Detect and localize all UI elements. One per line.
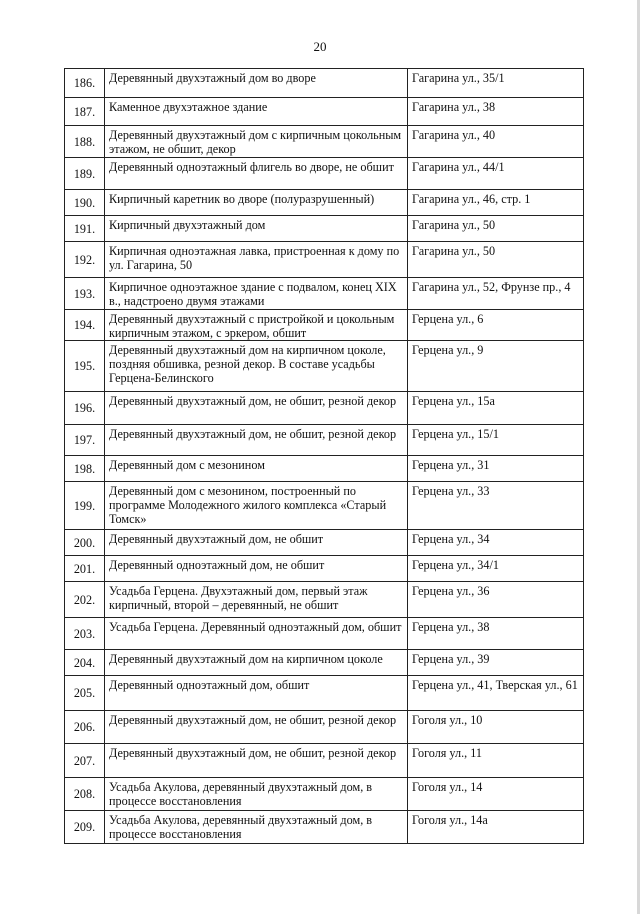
table-row [65, 676, 584, 711]
table-row [65, 711, 584, 744]
table-row [65, 278, 584, 310]
table-row [65, 190, 584, 216]
object-description: Деревянный двухэтажный дом, не обшит, резной декор [105, 392, 408, 425]
object-address: Герцена ул., 6 [408, 310, 584, 341]
object-address: Гоголя ул., 14 [408, 778, 584, 811]
table-row [65, 650, 584, 676]
object-description: Деревянный двухэтажный с пристройкой и цокольным кирпичным этажом, с эркером, обшит [105, 310, 408, 341]
object-description: Деревянный двухэтажный дом, не обшит, резной декор [105, 744, 408, 778]
table-row [65, 530, 584, 556]
object-description: Деревянный двухэтажный дом, не обшит, резной декор [105, 711, 408, 744]
row-number: 193. [65, 278, 105, 310]
object-description: Деревянный одноэтажный дом, обшит [105, 676, 408, 711]
row-number: 202. [65, 582, 105, 618]
table-row [65, 216, 584, 242]
row-number: 200. [65, 530, 105, 556]
object-description: Деревянный двухэтажный дом, не обшит, резной декор [105, 425, 408, 456]
object-description: Каменное двухэтажное здание [105, 98, 408, 126]
object-address: Герцена ул., 34/1 [408, 556, 584, 582]
heritage-objects-table [64, 68, 584, 844]
row-number: 207. [65, 744, 105, 778]
object-description: Деревянный двухэтажный дом, не обшит [105, 530, 408, 556]
object-address: Гагарина ул., 52, Фрунзе пр., 4 [408, 278, 584, 310]
row-number: 196. [65, 392, 105, 425]
object-description: Усадьба Герцена. Двухэтажный дом, первый этаж кирпичный, второй – деревянный, не обшит [105, 582, 408, 618]
object-address: Гагарина ул., 40 [408, 126, 584, 158]
row-number: 204. [65, 650, 105, 676]
table-row [65, 482, 584, 530]
page-number: 20 [313, 39, 327, 54]
object-address: Герцена ул., 15/1 [408, 425, 584, 456]
row-number: 191. [65, 216, 105, 242]
table-row [65, 778, 584, 811]
table-row [65, 69, 584, 98]
table-row [65, 811, 584, 844]
table-row [65, 456, 584, 482]
table-row [65, 582, 584, 618]
row-number: 187. [65, 98, 105, 126]
row-number: 189. [65, 158, 105, 190]
object-address: Герцена ул., 41, Тверская ул., 61 [408, 676, 584, 711]
table-row [65, 341, 584, 392]
object-description: Усадьба Акулова, деревянный двухэтажный дом, в процессе восстановления [105, 778, 408, 811]
object-address: Герцена ул., 38 [408, 618, 584, 650]
table-row [65, 556, 584, 582]
row-number: 208. [65, 778, 105, 811]
object-address: Герцена ул., 33 [408, 482, 584, 530]
table-row [65, 618, 584, 650]
object-address: Гоголя ул., 10 [408, 711, 584, 744]
row-number: 192. [65, 242, 105, 278]
object-description: Деревянный дом с мезонином, построенный по программе Молодежного жилого комплекса «Старый Томск» [105, 482, 408, 530]
object-description: Кирпичный двухэтажный дом [105, 216, 408, 242]
object-address: Герцена ул., 39 [408, 650, 584, 676]
object-description: Деревянный одноэтажный дом, не обшит [105, 556, 408, 582]
object-address: Гагарина ул., 38 [408, 98, 584, 126]
object-description: Деревянный двухэтажный дом с кирпичным цокольным этажом, не обшит, декор [105, 126, 408, 158]
row-number: 199. [65, 482, 105, 530]
object-description: Кирпичное одноэтажное здание с подвалом, конец XIX в., надстроено двумя этажами [105, 278, 408, 310]
object-address: Гагарина ул., 35/1 [408, 69, 584, 98]
table-row [65, 158, 584, 190]
object-description: Деревянный дом с мезонином [105, 456, 408, 482]
object-address: Гоголя ул., 14а [408, 811, 584, 844]
object-address: Герцена ул., 9 [408, 341, 584, 392]
object-address: Герцена ул., 36 [408, 582, 584, 618]
object-address: Герцена ул., 31 [408, 456, 584, 482]
row-number: 188. [65, 126, 105, 158]
table-row [65, 310, 584, 341]
object-address: Гагарина ул., 50 [408, 216, 584, 242]
row-number: 194. [65, 310, 105, 341]
object-description: Деревянный одноэтажный флигель во дворе, не обшит [105, 158, 408, 190]
object-address: Герцена ул., 34 [408, 530, 584, 556]
object-address: Гагарина ул., 44/1 [408, 158, 584, 190]
table-row [65, 242, 584, 278]
object-description: Деревянный двухэтажный дом на кирпичном цоколе, поздняя обшивка, резной декор. В составе усадьбы Герцена-Белинского [105, 341, 408, 392]
object-address: Гоголя ул., 11 [408, 744, 584, 778]
row-number: 201. [65, 556, 105, 582]
row-number: 206. [65, 711, 105, 744]
object-description: Кирпичная одноэтажная лавка, пристроенная к дому по ул. Гагарина, 50 [105, 242, 408, 278]
table-row [65, 392, 584, 425]
row-number: 198. [65, 456, 105, 482]
row-number: 195. [65, 341, 105, 392]
row-number: 203. [65, 618, 105, 650]
table-row [65, 425, 584, 456]
object-description: Кирпичный каретник во дворе (полуразрушенный) [105, 190, 408, 216]
row-number: 209. [65, 811, 105, 844]
object-description: Усадьба Герцена. Деревянный одноэтажный дом, обшит [105, 618, 408, 650]
object-address: Гагарина ул., 50 [408, 242, 584, 278]
object-description: Деревянный двухэтажный дом на кирпичном цоколе [105, 650, 408, 676]
table-row [65, 126, 584, 158]
object-address: Гагарина ул., 46, стр. 1 [408, 190, 584, 216]
table-row [65, 98, 584, 126]
object-description: Деревянный двухэтажный дом во дворе [105, 69, 408, 98]
table-row [65, 744, 584, 778]
row-number: 197. [65, 425, 105, 456]
row-number: 190. [65, 190, 105, 216]
object-address: Герцена ул., 15а [408, 392, 584, 425]
object-description: Усадьба Акулова, деревянный двухэтажный дом, в процессе восстановления [105, 811, 408, 844]
row-number: 205. [65, 676, 105, 711]
row-number: 186. [65, 69, 105, 98]
